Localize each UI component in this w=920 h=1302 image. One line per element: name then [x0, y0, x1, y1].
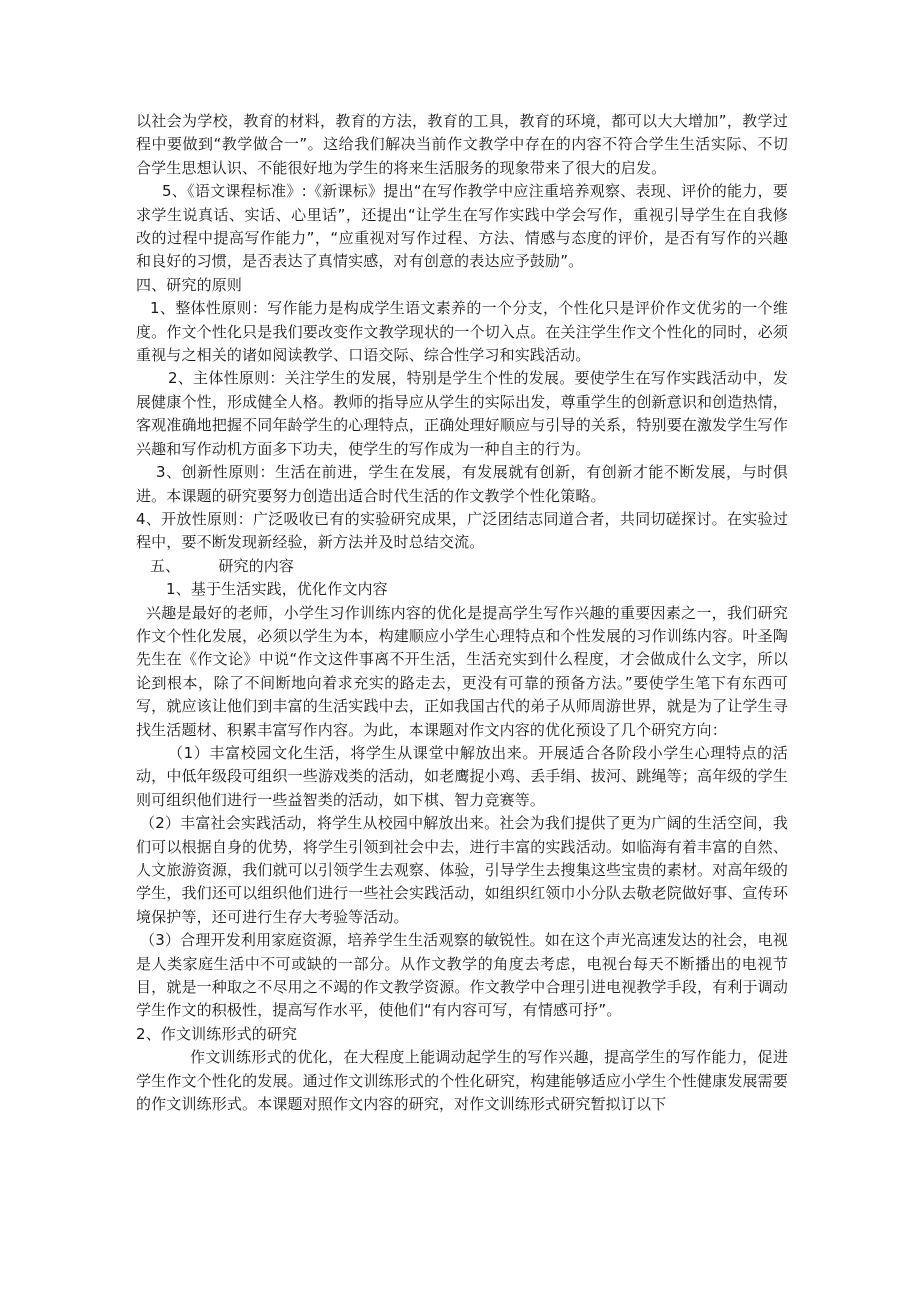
paragraph-principle-innovation: 3、创新性原则：生活在前进，学生在发展，有发展就有创新，有创新才能不断发展，与时俱进。本课题的研究要努力创造出适合时代生活的作文教学个性化策略。 [136, 463, 788, 505]
document-body [136, 110, 788, 1116]
paragraph-interest-teacher: 兴趣是最好的老师，小学生习作训练内容的优化是提高学生写作兴趣的重要因素之一，我们研究作文个性化发展，必须以学生为本，构建顺应小学生心理特点和个性发展的习作训练内容。叶圣陶先生在《作文论》中说“作文这件事离不开生活，生活充实到什么程度，才会做成什么文字，所以论到根本，除了不间断地向着求充实的路走去，更没有可靠的预备方法。”要使学生笔下有东西可写，就应该让他们到丰富的生活实践中去，正如我国古代的弟子从师周游世界，就是为了让学生寻找生活题材、积累丰富写作内容。为此，本课题对作文内容的优化预设了几个研究方向： [136, 603, 788, 739]
paragraph-campus-culture: （1）丰富校园文化生活，将学生从课堂中解放出来。开展适合各阶段小学生心理特点的活动，中低年级段可组织一些游戏类的活动，如老鹰捉小鸡、丢手绢、拔河、跳绳等；高年级的学生则可组织他们进行一些益智类的活动，如下棋、智力竞赛等。 [136, 743, 788, 809]
paragraph-curriculum-standard: 5、《语文课程标准》:《新课标》提出“在写作教学中应注重培养观察、表现、评价的能力，要求学生说真话、实话、心里话”，还提出“让学生在写作实践中学会写作，重视引导学生在自我修改的过程中提高写作能力”，“应重视对写作过程、方法、情感与态度的评价，是否有写作的兴趣和良好的习惯，是否表达了真情实感，对有创意的表达应予鼓励”。 [136, 182, 788, 271]
paragraph-principle-integrity: 1、整体性原则：写作能力是构成学生语文素养的一个分支，个性化只是评价作文优劣的一个维度。作文个性化只是我们要改变作文教学现状的一个切入点。在关注学生作文个性化的同时，必须重视与之相关的诸如阅读教学、口语交际、综合性学习和实践活动。 [136, 299, 788, 365]
paragraph-social-practice: （2）丰富社会实践活动，将学生从校园中解放出来。社会为我们提供了更为广阔的生活空间，我们可以根据自身的优势，将学生引领到社会中去，进行丰富的实践活动。如临海有着丰富的自然、人文旅游资源，我们就可以引领学生去观察、体验，引导学生去搜集这些宝贵的素材。对高年级的学生，我们还可以组织他们进行一些社会实践活动，如组织红领巾小分队去敬老院做好事、宣传环境保护等，还可进行生存大考验等活动。 [136, 814, 788, 926]
subheading-life-practice: 1、基于生活实践，优化作文内容 [166, 580, 388, 599]
paragraph-principle-openness: 4、开放性原则：广泛吸收已有的实验研究成果，广泛团结志同道合者，共同切磋探讨。在实验过程中，要不断发现新经验，新方法并及时总结交流。 [136, 509, 788, 552]
subheading-training-forms: 2、作文训练形式的研究 [136, 1024, 298, 1043]
paragraph-training-forms: 作文训练形式的优化，在大程度上能调动起学生的写作兴趣，提高学生的写作能力，促进学生作文个性化的发展。通过作文训练形式的个性化研究，构建能够适应小学生个性健康发展需要的作文训练形式。本课题对照作文内容的研究，对作文训练形式研究暂拟订以下 [136, 1048, 788, 1114]
heading-research-principles: 四、研究的原则 [136, 275, 243, 294]
paragraph-family-resources: （3）合理开发利用家庭资源，培养学生生活观察的敏锐性。如在这个声光高速发达的社会，电视是人类家庭生活中不可或缺的一部分。从作文教学的角度去考虑，电视台每天不断播出的电视节目，就是一种取之不尽用之不竭的作文教学资源。作文教学中合理引进电视教学手段，有利于调动学生作文的积极性，提高写作水平，使他们“有内容可写，有情感可抒”。 [136, 931, 788, 1020]
heading-five-title: 研究的内容 [218, 556, 295, 575]
paragraph-principle-subjectivity: 2、主体性原则：关注学生的发展，特别是学生个性的发展。要使学生在写作实践活动中，发展健康个性，形成健全人格。教师的指导应从学生的实际出发，尊重学生的创新意识和创造热情，客观准确地把握不同年龄学生的心理特点，正确处理好顺应与引导的关系，特别要在激发学生写作兴趣和写作动机方面多下功夫，使学生的写作成为一种自主的行为。 [136, 369, 788, 458]
heading-five-number: 五、 [150, 556, 181, 575]
heading-research-content [136, 555, 788, 578]
paragraph-tao-xingzhi-quote: 以社会为学校，教育的材料，教育的方法，教育的工具，教育的环境，都可以大大增加”，教学过程中要做到“教学做合一”。这给我们解决当前作文教学中存在的内容不符合学生生活实际、不切合学生思想认识、不能很好地为学生的将来生活服务的现象带来了很大的启发。 [136, 112, 788, 177]
